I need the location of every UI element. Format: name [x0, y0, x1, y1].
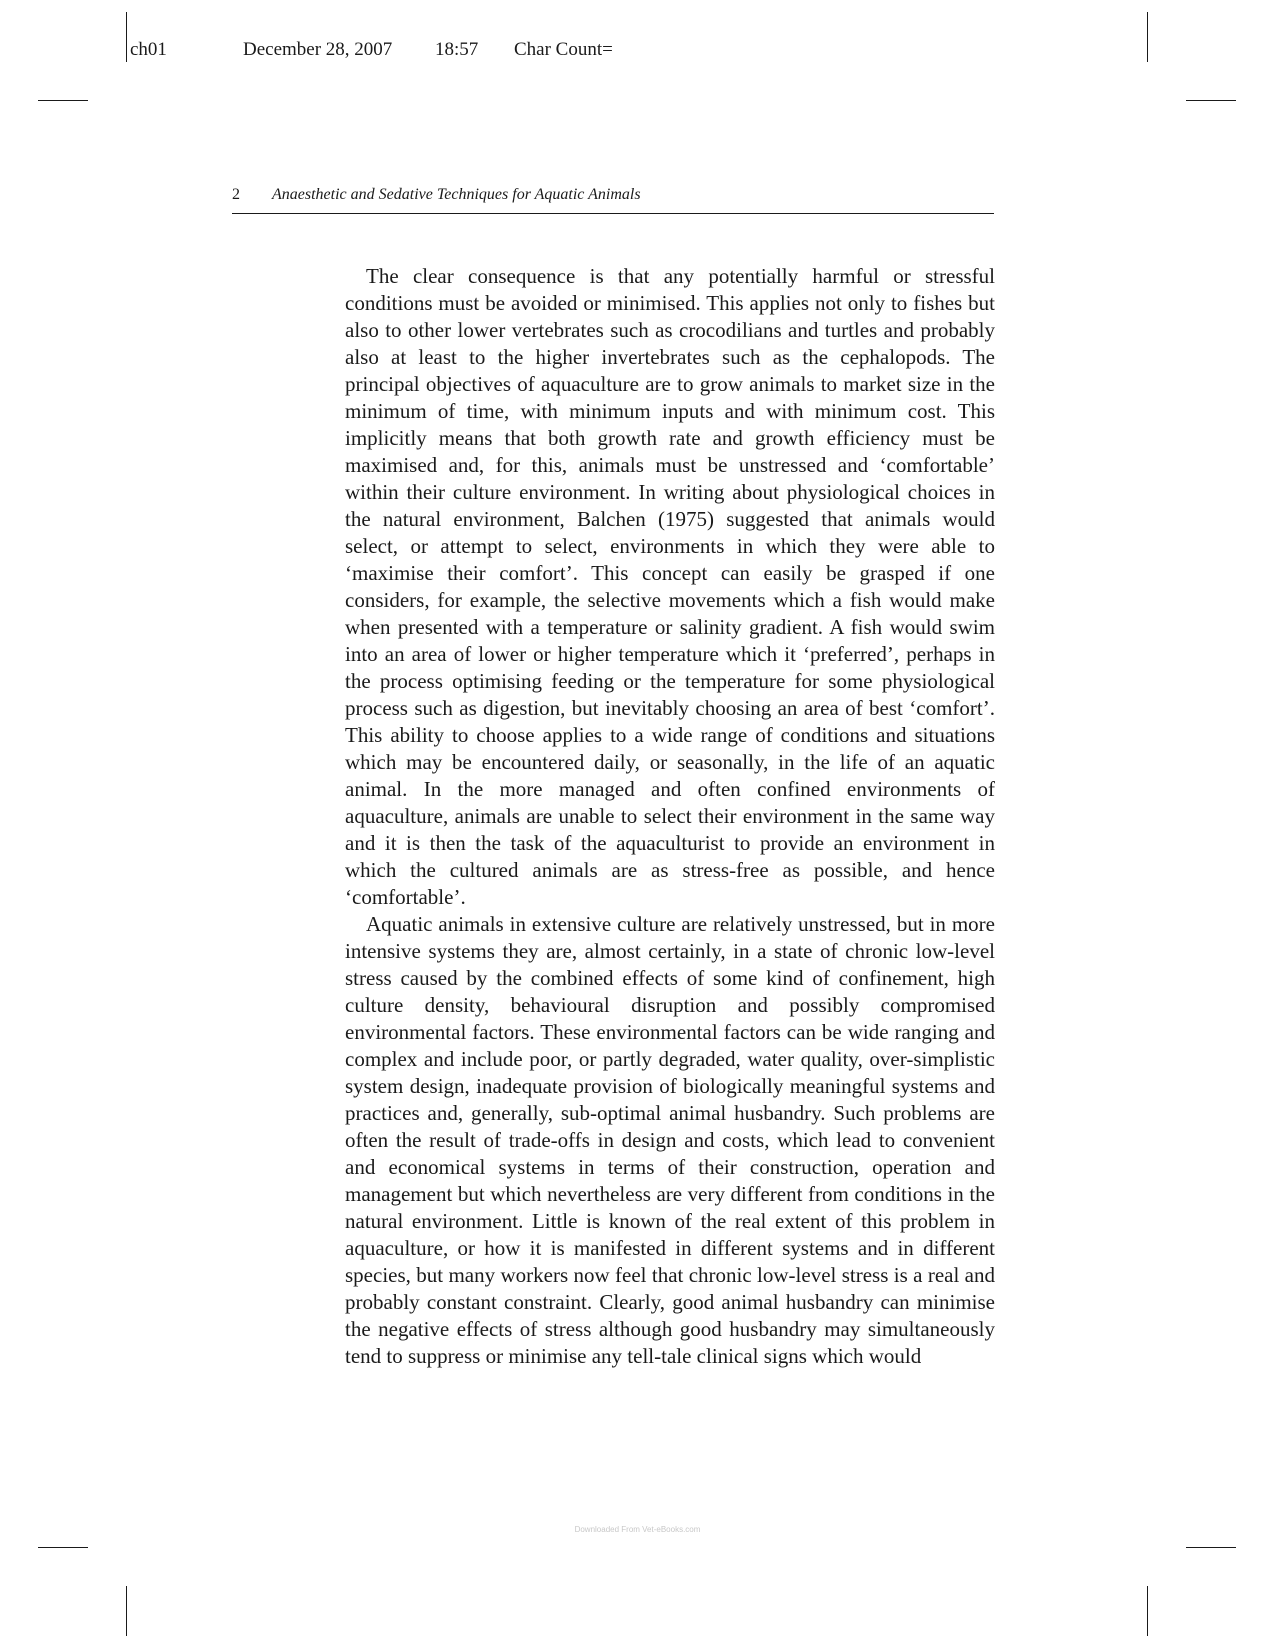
running-head — [232, 183, 994, 214]
book-title: Anaesthetic and Sedative Techniques for Aquatic Animals — [272, 186, 641, 203]
crop-mark-top-right-vertical — [1147, 12, 1148, 62]
page-number: 2 — [232, 186, 240, 203]
download-watermark: Downloaded From Vet-eBooks.com — [574, 1525, 701, 1534]
slug-char-count: Char Count= — [514, 39, 613, 60]
crop-mark-top-left-vertical — [126, 12, 127, 62]
paragraph: The clear consequence is that any potentially harmful or stressful conditions must be avoided or minimised. This applies not only to fishes but also to other lower vertebrates such as crocodilians and turtles and probably also at least to the higher invertebrates such as the cephalopods. The principal objectives of aquaculture are to grow animals to market size in the minimum of time, with minimum inputs and with minimum cost. This implicitly means that both growth rate and growth efficiency must be maximised and, for this, animals must be unstressed and ‘comfortable’ within their culture environment. In writing about physiological choices in the natural environment, Balchen (1975) suggested that animals would select, or attempt to select, environments in which they were able to ‘maximise their comfort’. This concept can easily be grasped if one considers, for example, the selective movements which a fish would make when presented with a temperature or salinity gradient. A fish would swim into an area of lower or higher temperature which it ‘preferred’, perhaps in the process optimising feeding or the temperature for some physiological process such as digestion, but inevitably choosing an area of best ‘comfort’. This ability to choose applies to a wide range of conditions and situations which may be encountered daily, or seasonally, in the life of an aquatic animal. In the more managed and often confined environments of aquaculture, animals are unable to select their environment in the same way and it is then the task of the aquaculturist to provide an environment in which the cultured animals are as stress-free as possible, and hence ‘comfortable’. — [345, 264, 995, 909]
body-text — [345, 263, 995, 1370]
crop-mark-bottom-left-vertical — [126, 1586, 127, 1636]
crop-mark-top-left-horizontal — [38, 100, 88, 101]
paragraph: Aquatic animals in extensive culture are relatively unstressed, but in more intensive systems they are, almost certainly, in a state of chronic low-level stress caused by the combined effects of some kind of confinement, high culture density, behavioural disruption and possibly compromised environmental factors. These environmental factors can be wide ranging and complex and include poor, or partly degraded, water quality, over-simplistic system design, inadequate provision of biologically meaningful systems and practices and, generally, sub-optimal animal husbandry. Such problems are often the result of trade-offs in design and costs, which lead to convenient and economical systems in terms of their construction, operation and management but which nevertheless are very different from conditions in the natural environment. Little is known of the real extent of this problem in aquaculture, or how it is manifested in different systems and in different species, but many workers now feel that chronic low-level stress is a real and probably constant constraint. Clearly, good animal husbandry can minimise the negative effects of stress although good husbandry may simultaneously tend to suppress or minimise any tell-tale clinical signs which would — [345, 912, 995, 1368]
crop-mark-bottom-left-horizontal — [38, 1547, 88, 1548]
crop-mark-bottom-right-vertical — [1147, 1586, 1148, 1636]
crop-mark-bottom-right-horizontal — [1186, 1547, 1236, 1548]
crop-mark-top-right-horizontal — [1186, 100, 1236, 101]
slug-date: December 28, 2007 — [243, 39, 393, 60]
slug-chapter: ch01 — [130, 39, 167, 60]
slug-time: 18:57 — [435, 39, 479, 60]
